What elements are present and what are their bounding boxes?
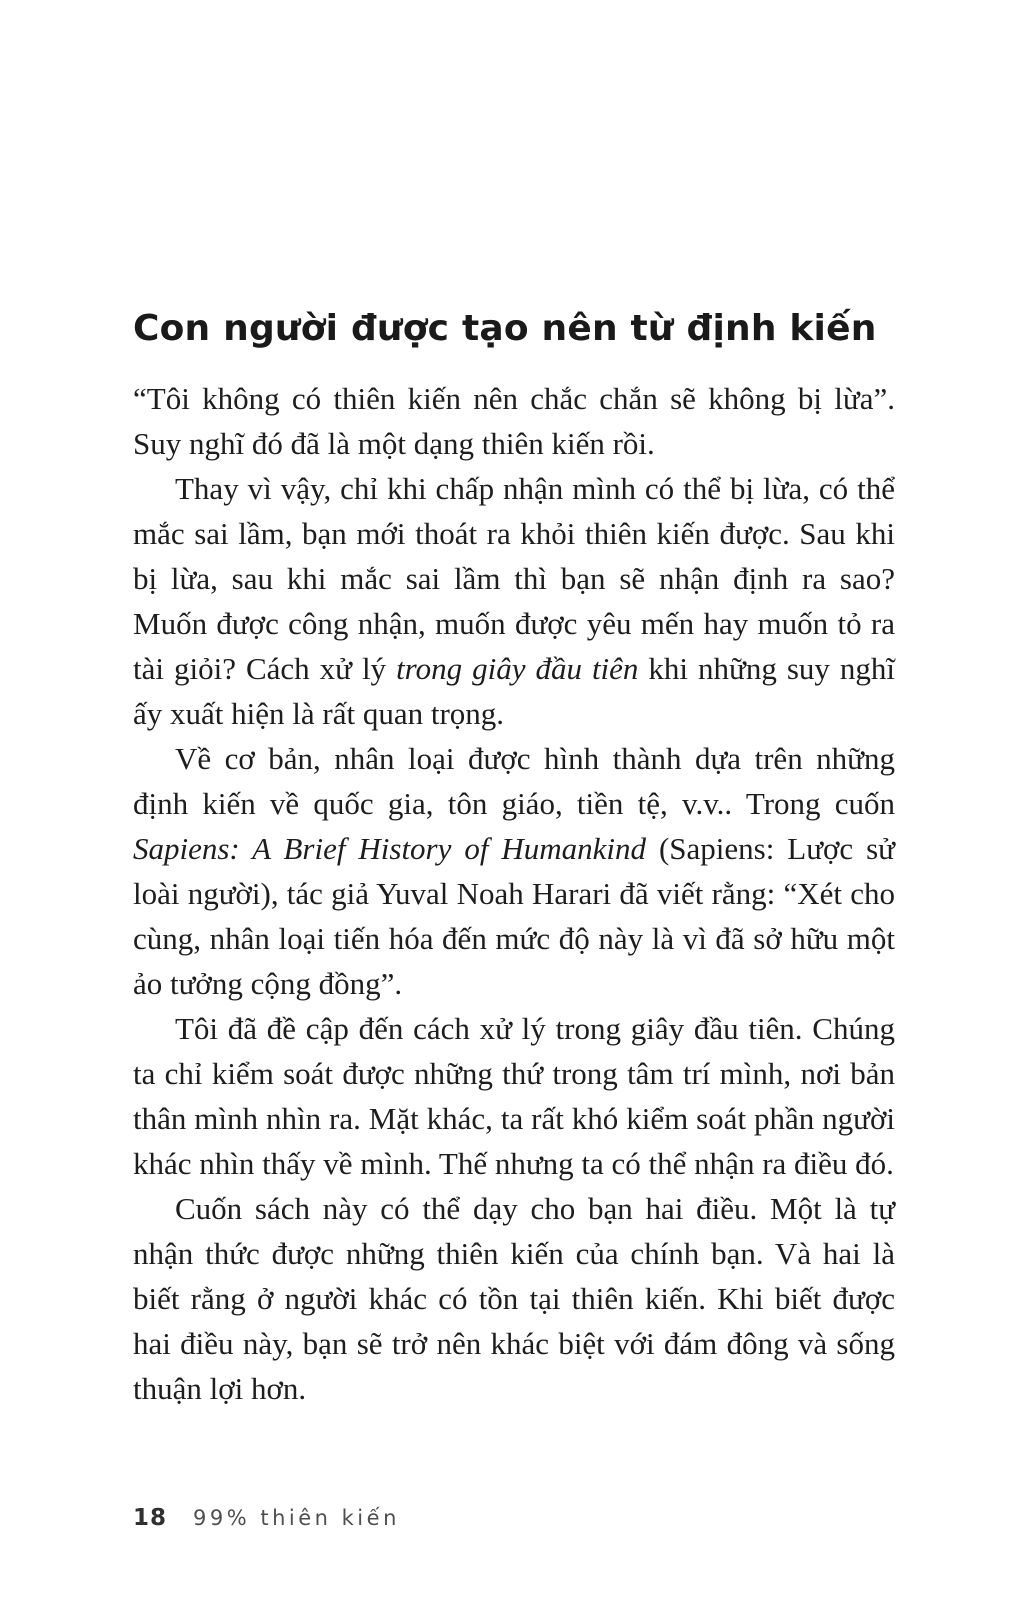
paragraph-text: (Sapiens: Lược sử loài người), tác giả Yuval Noah Harari đã viết rằng: “Xét cho cùng, nhân loại tiến hóa đến mức độ này là vì đã sở hữu một ảo tưởng cộng đồng”. — [133, 831, 895, 1001]
paragraph — [133, 1006, 895, 1186]
paragraph — [133, 1186, 895, 1411]
page-content — [133, 306, 895, 1411]
paragraph-text: Thay vì vậy, chỉ khi chấp nhận mình có thể bị lừa, có thể mắc sai lầm, bạn mới thoát ra khỏi thiên kiến được. Sau khi bị lừa, sau khi mắc sai lầm thì bạn sẽ nhận định ra sao? Muốn được công nhận, muốn được yêu mến hay muốn tỏ ra tài giỏi? Cách xử lý — [133, 471, 895, 686]
page-number: 18 — [133, 1505, 168, 1531]
paragraph-text: Tôi đã đề cập đến cách xử lý trong giây đầu tiên. Chúng ta chỉ kiểm soát được những thứ trong tâm trí mình, nơi bản thân mình nhìn ra. Mặt khác, ta rất khó kiểm soát phần người khác nhìn thấy về mình. Thế nhưng ta có thể nhận ra điều đó. — [133, 1011, 895, 1181]
page-footer — [133, 1505, 400, 1531]
paragraph — [133, 466, 895, 736]
paragraph-text: Về cơ bản, nhân loại được hình thành dựa trên những định kiến về quốc gia, tôn giáo, tiền tệ, v.v.. Trong cuốn — [133, 741, 895, 821]
book-title-italic: Sapiens: A Brief History of Humankind — [133, 831, 647, 866]
paragraph — [133, 376, 895, 466]
paragraph-text: Cuốn sách này có thể dạy cho bạn hai điều. Một là tự nhận thức được những thiên kiến của chính bạn. Và hai là biết rằng ở người khác có tồn tại thiên kiến. Khi biết được hai điều này, bạn sẽ trở nên khác biệt với đám đông và sống thuận lợi hơn. — [133, 1191, 895, 1406]
emphasis-italic: trong giây đầu tiên — [396, 651, 639, 686]
paragraph-text: khi những suy nghĩ ấy xuất hiện là rất quan trọng. — [133, 651, 896, 731]
paragraph — [133, 736, 895, 1006]
paragraph-text: “Tôi không có thiên kiến nên chắc chắn sẽ không bị lừa”. Suy nghĩ đó đã là một dạng thiên kiến rồi. — [133, 381, 895, 461]
footer-book-title: 99% thiên kiến — [193, 1506, 400, 1530]
chapter-heading: Con người được tạo nên từ định kiến — [133, 308, 877, 349]
